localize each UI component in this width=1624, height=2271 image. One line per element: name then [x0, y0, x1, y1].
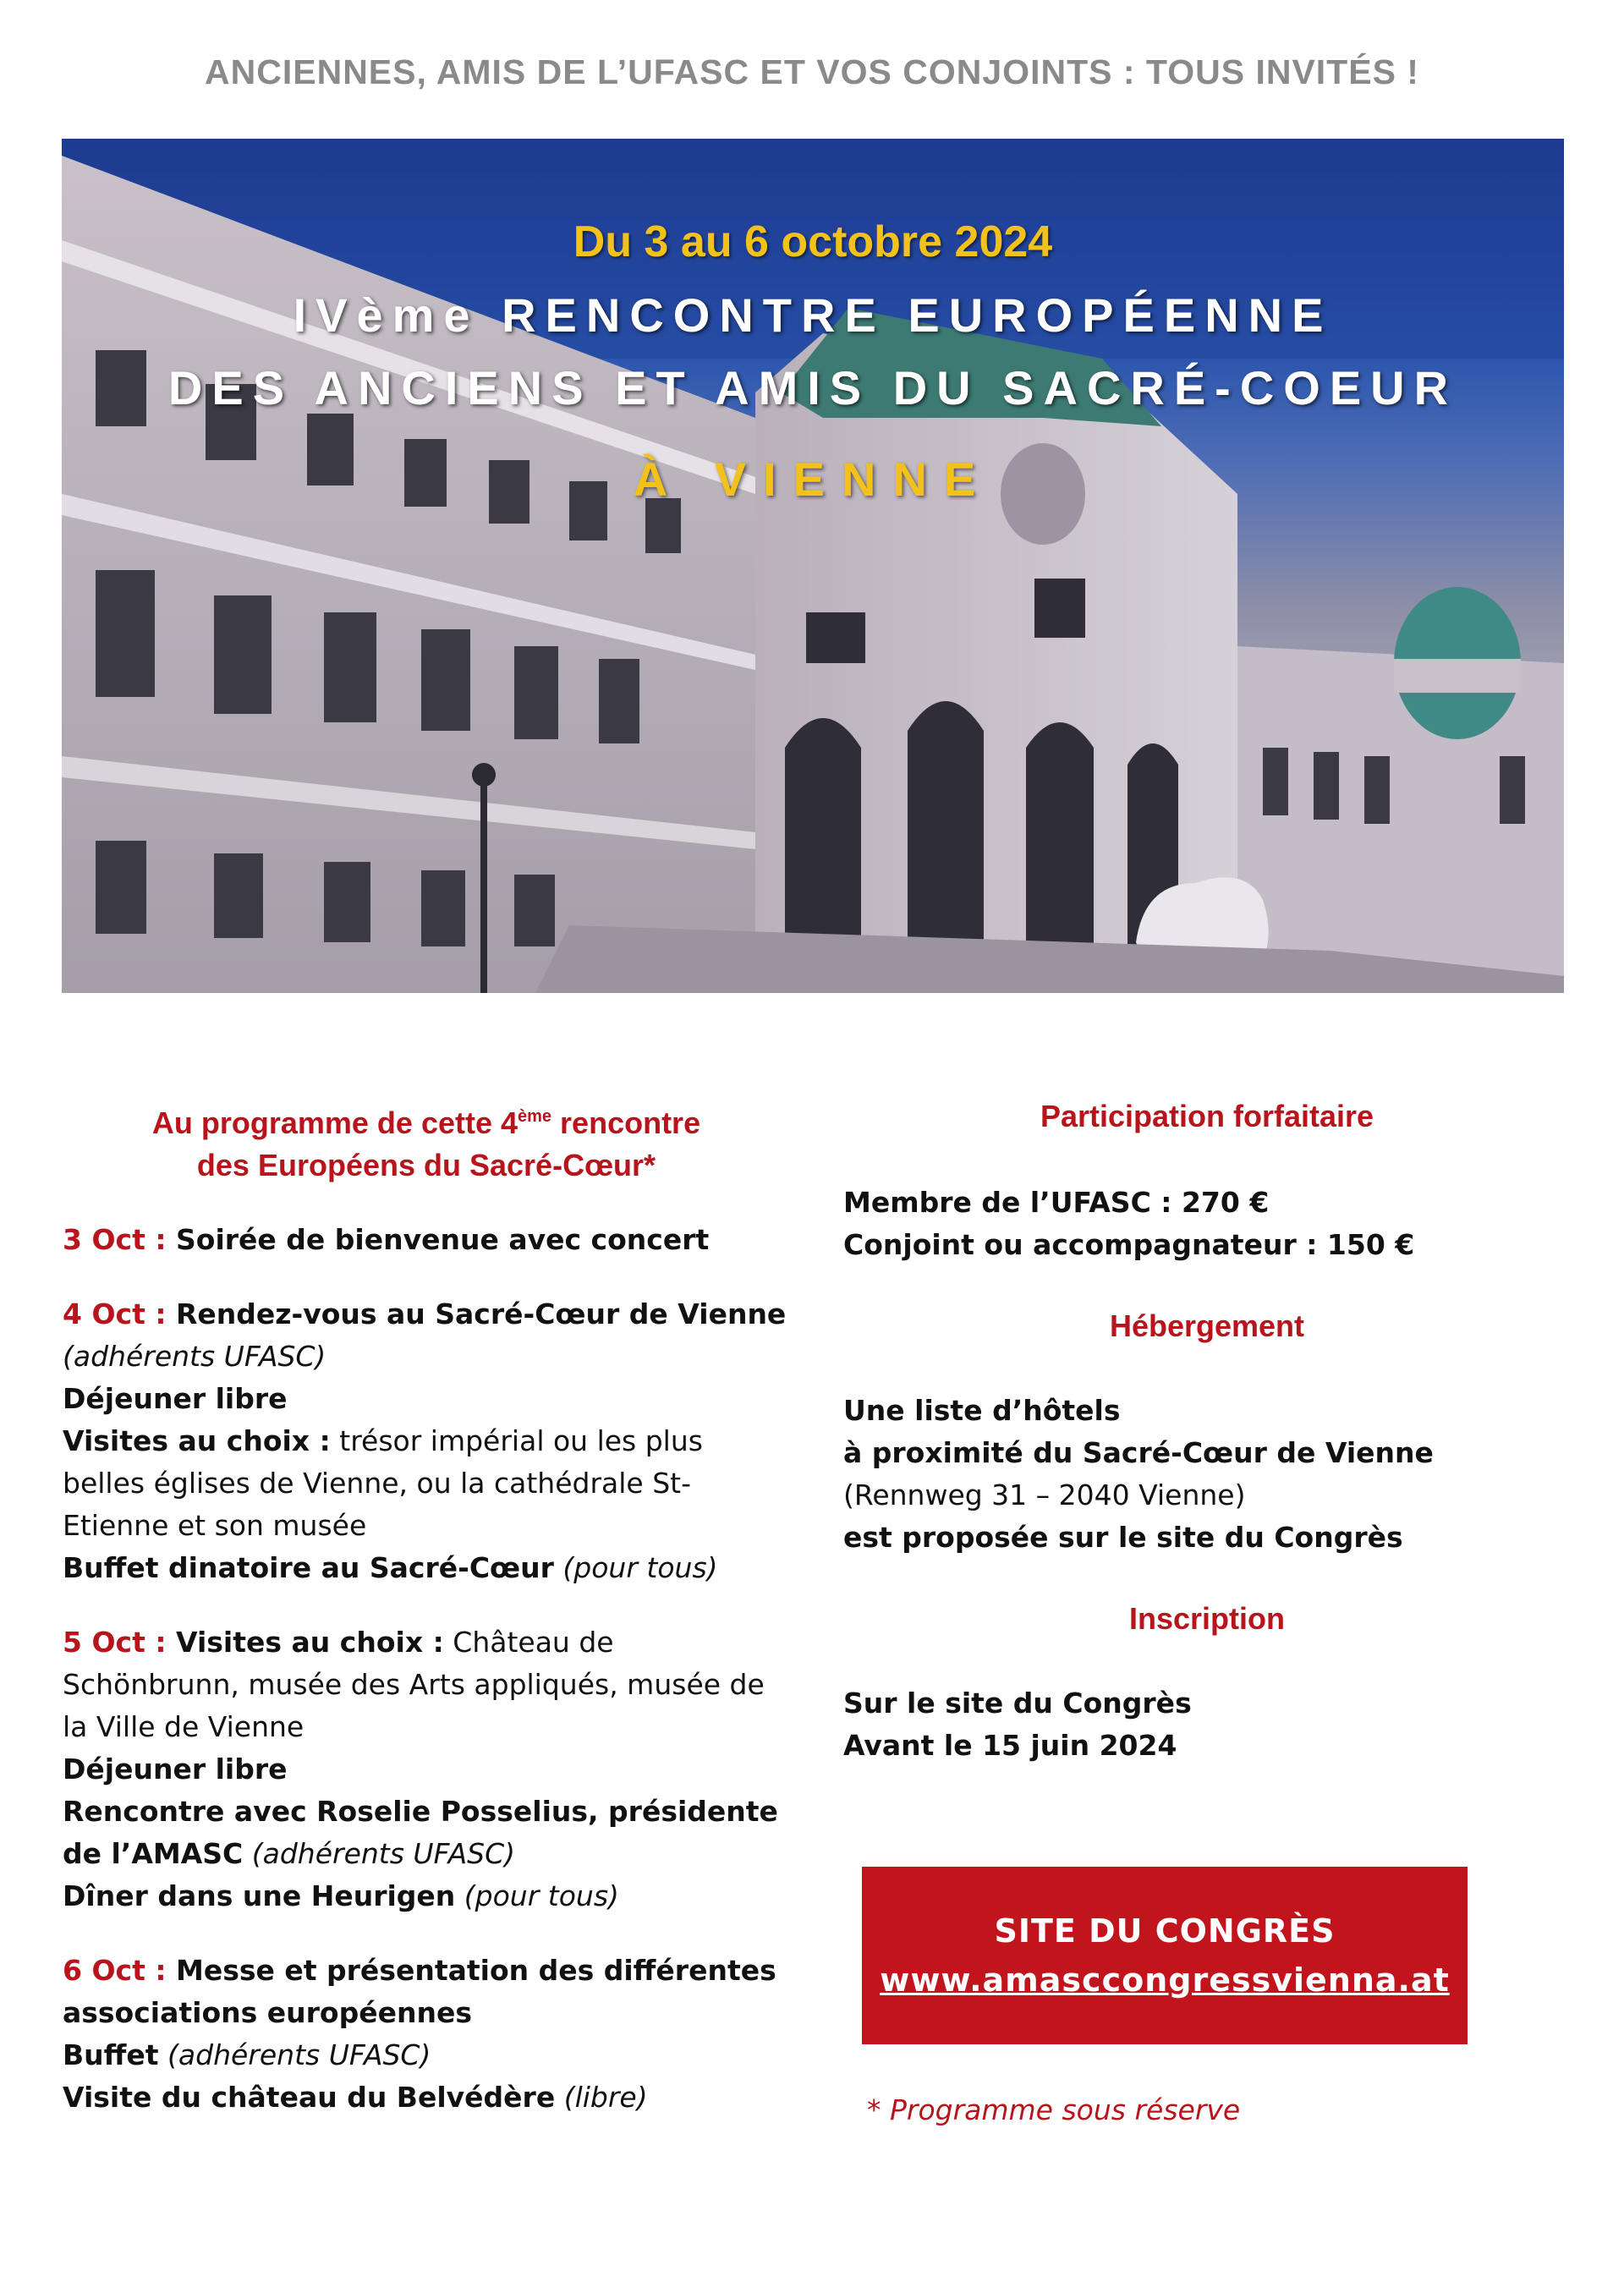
congress-site-title: SITE DU CONGRÈS — [994, 1912, 1336, 1950]
day4-event3-label: Visites au choix : — [63, 1424, 331, 1457]
hebergement-line1: Une liste d’hôtels — [843, 1394, 1121, 1427]
day5-block — [63, 1621, 790, 1917]
day6-event2-note: (adhérents UFASC) — [158, 2038, 431, 2071]
day5-event4: Dîner dans une Heurigen — [63, 1879, 456, 1912]
inscription-block — [843, 1682, 1571, 1767]
hebergement-heading: Hébergement — [1109, 1308, 1305, 1343]
day5-event1-label: Visites au choix : — [166, 1626, 444, 1659]
programme-heading-line2: des Européens du Sacré-Cœur* — [196, 1148, 656, 1182]
day5-event3-note: (adhérents UFASC) — [243, 1837, 516, 1870]
hebergement-line4: est proposée sur le site du Congrès — [843, 1521, 1403, 1554]
hebergement-line3: (Rennweg 31 – 2040 Vienne) — [843, 1478, 1246, 1511]
programme-heading-part1: Au programme de cette 4 — [151, 1105, 518, 1140]
day6-label: 6 Oct : — [63, 1954, 167, 1987]
day4-label: 4 Oct : — [63, 1297, 167, 1330]
info-column — [843, 1095, 1571, 1767]
inscription-heading: Inscription — [1128, 1601, 1285, 1636]
day6-event1: Messe et présentation des différentes associations européennes — [63, 1954, 776, 2029]
congress-site-link[interactable]: www.amasccongressvienna.at — [880, 1961, 1450, 1999]
inscription-line2: Avant le 15 juin 2024 — [843, 1729, 1177, 1762]
day4-event3-text: trésor impérial ou les plus belles églises de Vienne, ou la cathédrale St-Etienne et son musée — [63, 1424, 703, 1542]
congress-site-box — [862, 1867, 1468, 2044]
hero-city: À VIENNE — [633, 453, 993, 506]
day4-event4-note: (pour tous) — [553, 1551, 718, 1584]
hero-date: Du 3 au 6 octobre 2024 — [573, 217, 1053, 266]
day3-event1: Soirée de bienvenue avec concert — [166, 1223, 710, 1256]
day5-event2: Déjeuner libre — [63, 1753, 288, 1786]
day3-block — [63, 1219, 790, 1261]
programme-column — [63, 1095, 790, 2119]
day6-event2: Buffet — [63, 2038, 159, 2071]
top-banner: ANCIENNES, AMIS DE L’UFASC ET VOS CONJOINTS : TOUS INVITÉS ! — [205, 52, 1419, 91]
day6-event3-note: (libre) — [555, 2081, 648, 2114]
day4-event1-note: (adhérents UFASC) — [63, 1340, 326, 1373]
participation-member: Membre de l’UFASC : 270 € — [843, 1186, 1270, 1219]
participation-partner: Conjoint ou accompagnateur : 150 € — [843, 1228, 1415, 1261]
day4-block — [63, 1293, 790, 1589]
participation-heading: Participation forfaitaire — [1040, 1099, 1374, 1133]
hero-image — [62, 139, 1564, 993]
programme-heading-sup: ème — [518, 1107, 552, 1126]
day6-event3: Visite du château du Belvédère — [63, 2081, 556, 2114]
programme-heading-part2: rencontre — [551, 1105, 701, 1140]
hero-title-line1: IVème RENCONTRE EUROPÉENNE — [293, 288, 1333, 342]
hebergement-block — [843, 1390, 1571, 1559]
inscription-line1: Sur le site du Congrès — [843, 1687, 1192, 1720]
day5-event3: Rencontre avec Roselie Posselius, présidente de l’AMASC — [63, 1795, 778, 1870]
programme-heading — [63, 1095, 790, 1187]
hebergement-line2: à proximité du Sacré-Cœur de Vienne — [843, 1436, 1434, 1469]
day5-event1-text: Château de Schönbrunn, musée des Arts appliqués, musée de la Ville de Vienne — [63, 1626, 765, 1743]
day4-event1: Rendez-vous au Sacré-Cœur de Vienne — [166, 1297, 787, 1330]
participation-block — [843, 1182, 1571, 1266]
day5-event4-note: (pour tous) — [455, 1879, 619, 1912]
day5-label: 5 Oct : — [63, 1626, 167, 1659]
day4-event4: Buffet dinatoire au Sacré-Cœur — [63, 1551, 554, 1584]
day6-block — [63, 1950, 790, 2119]
footnote: * Programme sous réserve — [867, 2093, 1241, 2126]
day3-label: 3 Oct : — [63, 1223, 167, 1256]
hero-title-line2: DES ANCIENS ET AMIS DU SACRÉ-COEUR — [167, 361, 1458, 414]
day4-event2: Déjeuner libre — [63, 1382, 288, 1415]
